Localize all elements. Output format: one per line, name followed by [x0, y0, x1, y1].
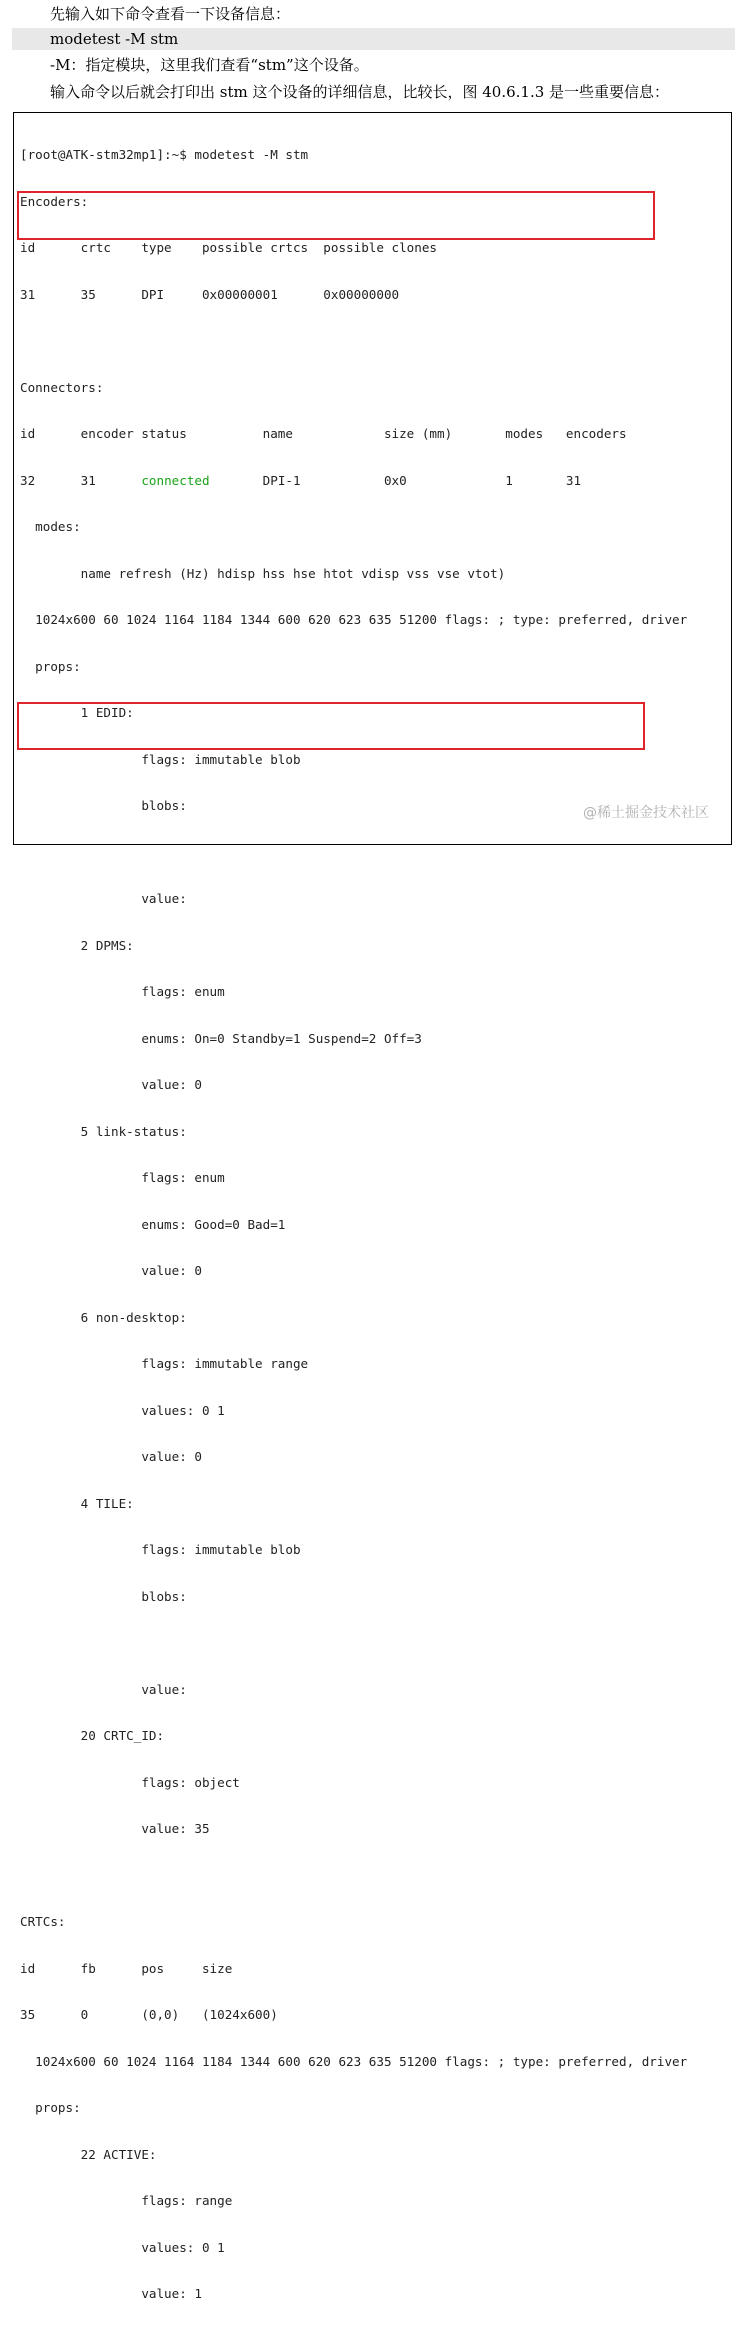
prop-line: value: 0 — [20, 1449, 202, 1464]
prop-link-status: 5 link-status: — [20, 1123, 187, 1139]
watermark-text: @稀土掘金技术社区 — [583, 805, 709, 821]
prop-line: value: 35 — [20, 1821, 210, 1836]
connectors-header-row: id encoder status name size (mm) modes encoders — [20, 426, 627, 441]
prop-line: value: 0 — [20, 1263, 202, 1278]
prop-non-desktop: 6 non-desktop: — [20, 1309, 187, 1325]
crtcs-highlight-box — [17, 702, 645, 750]
props-label: props: — [20, 658, 81, 674]
prop-line: values: 0 1 — [20, 1402, 225, 1418]
prop-line: flags: immutable range — [20, 1356, 309, 1371]
terminal-lines — [20, 116, 687, 2333]
connector-details: DPI-1 0x0 1 31 — [209, 472, 582, 488]
prop-line: enums: On=0 Standby=1 Suspend=2 Off=3 — [20, 1030, 422, 1046]
prop-crtc-id: 20 CRTC_ID: — [20, 1728, 165, 1743]
blank-line — [20, 845, 687, 861]
crtcs-data-row: 35 0 (0,0) (1024x600) — [20, 2007, 278, 2022]
prop-tile: 4 TILE: — [20, 1495, 134, 1511]
prop-line: value: — [20, 891, 187, 906]
prop-line: flags: object — [20, 1774, 240, 1790]
prop-active: 22 ACTIVE: — [20, 2146, 157, 2162]
mode-line: 1024x600 60 1024 1164 1184 1344 600 620 623 635 51200 flags: ; type: preferred, driver — [20, 2053, 688, 2069]
terminal-output — [13, 112, 732, 2301]
command-bar — [12, 28, 735, 50]
encoders-data-row: 31 35 DPI 0x00000001 0x00000000 — [20, 286, 400, 302]
prop-edid: 1 EDID: — [20, 705, 134, 720]
modes-header: name refresh (Hz) hdisp hss hse htot vdisp vss vse vtot) — [20, 565, 506, 581]
prop-line: blobs: — [20, 798, 187, 813]
blank-line — [20, 1868, 687, 1884]
connectors-heading: Connectors: — [20, 379, 104, 395]
prompt-line: [root@ATK-stm32mp1]:~$ modetest -M stm — [20, 147, 309, 162]
prop-line: flags: immutable blob — [20, 1542, 301, 1557]
encoders-header-row: id crtc type possible crtcs possible clones — [20, 240, 438, 255]
blank-line — [20, 1635, 687, 1651]
prop-line: enums: Good=0 Bad=1 — [20, 1216, 286, 1232]
prop-line: flags: range — [20, 2193, 233, 2208]
props-label: props: — [20, 2100, 81, 2115]
prop-line: flags: immutable blob — [20, 751, 301, 767]
connectors-highlight-box — [17, 191, 655, 240]
mode-line: 1024x600 60 1024 1164 1184 1344 600 620 623 635 51200 flags: ; type: preferred, driver — [20, 612, 688, 627]
prop-line: value: 1 — [20, 2286, 202, 2301]
command-text: modetest -M stm — [50, 30, 179, 48]
intro-line: 先输入如下命令查看一下设备信息： — [50, 5, 291, 23]
modes-label: modes: — [20, 519, 81, 534]
prop-line: value: 0 — [20, 1077, 202, 1092]
encoders-heading: Encoders: — [20, 193, 89, 209]
connectors-data-row — [20, 473, 687, 489]
prop-line: value: — [20, 1681, 187, 1697]
prop-line: flags: enum — [20, 1170, 225, 1185]
prop-line: flags: enum — [20, 984, 225, 999]
prop-dpms: 2 DPMS: — [20, 937, 134, 953]
output-description: 输入命令以后就会打印出 stm 这个设备的详细信息，比较长，图 40.6.1.3 是一些重要信息： — [50, 83, 670, 101]
connector-status: connected — [141, 472, 210, 488]
prop-line: blobs: — [20, 1588, 187, 1604]
option-description: -M：指定模块，这里我们查看“stm”这个设备。 — [50, 56, 369, 74]
crtcs-header-row: id fb pos size — [20, 1960, 233, 1976]
connector-id-encoder: 32 31 — [20, 472, 142, 488]
crtcs-heading: CRTCs: — [20, 1914, 66, 1929]
blank-line — [20, 333, 687, 349]
prop-line: values: 0 1 — [20, 2239, 225, 2255]
